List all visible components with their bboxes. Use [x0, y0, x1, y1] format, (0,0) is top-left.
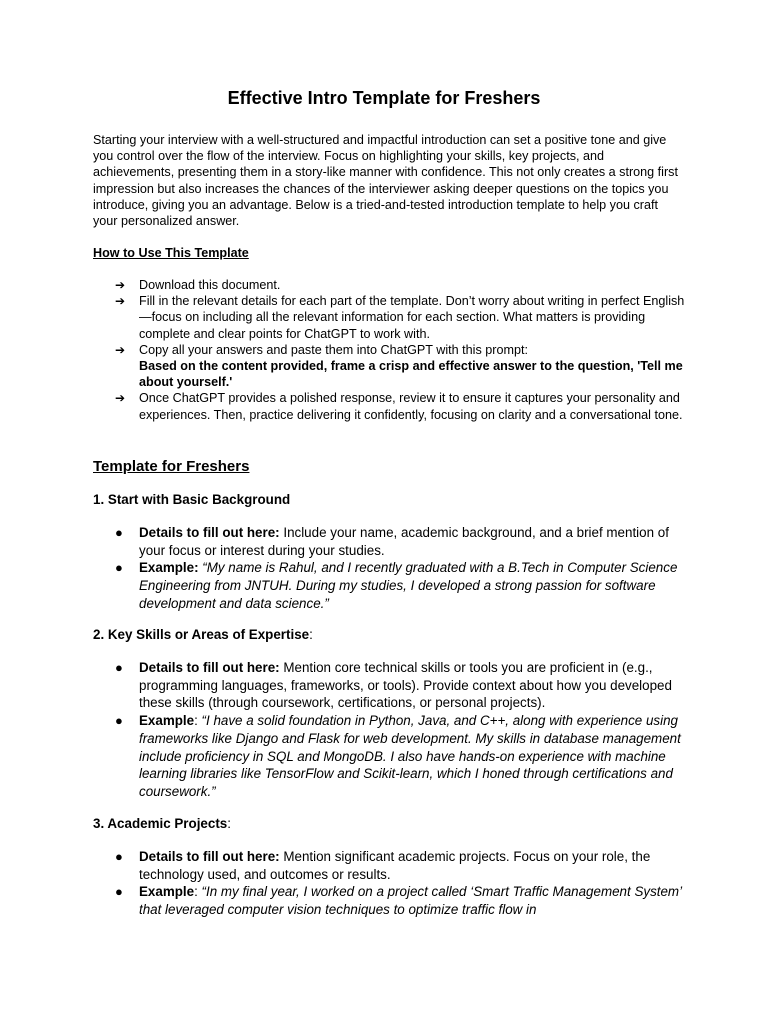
section-heading	[93, 491, 290, 509]
bullet-dot-icon: ●	[115, 525, 123, 540]
how-to-heading: How to Use This Template	[93, 246, 249, 260]
bullet-dot-icon: ●	[115, 849, 123, 864]
example-label: Example:	[139, 560, 199, 576]
how-to-item-text: Fill in the relevant details for each part of the template. Don’t worry about writing in perfect English—focus on including all the relevant information for each section. What matters is providing complete and clear points for ChatGPT to work with.	[139, 294, 685, 341]
how-to-item	[93, 277, 685, 293]
example-text: “I have a solid foundation in Python, Java, and C++, along with experience using frameworks like Django and Flask for web development. My skills in database management include proficiency in SQL and MongoDB. I also have hands-on experience with machine learning libraries like TensorFlow and Scikit-learn, which I honed through certifications and coursework.”	[139, 713, 681, 799]
section-heading-text: 3. Academic Projects	[93, 816, 228, 831]
chatgpt-prompt-text: Based on the content provided, frame a crisp and effective answer to the question, 'Tell me about yourself.'	[139, 359, 683, 390]
example-separator: :	[194, 713, 202, 729]
section-heading-suffix: :	[227, 816, 231, 831]
example-label: Example	[139, 884, 195, 900]
template-heading: Template for Freshers	[93, 458, 250, 475]
details-bullet	[93, 659, 685, 712]
bullet-dot-icon: ●	[115, 560, 123, 576]
how-to-item-text: Download this document.	[139, 278, 281, 292]
intro-paragraph: Starting your interview with a well-structured and impactful introduction can set a positive tone and give you control over the flow of the interview. Focus on highlighting your skills, key projects, and achievements, presenting them in a story-like manner with confidence. This not only creates a strong first impression but also increases the chances of the interviewer asking deeper questions on the topics you introduce, giving you an advantage. Below is a tried-and-tested introduction template to help you craft your personalized answer.	[93, 133, 678, 229]
arrow-right-icon: ➔	[115, 342, 126, 357]
how-to-item-text: Copy all your answers and paste them into ChatGPT with this prompt:	[139, 342, 528, 357]
section-bullet-list	[93, 659, 685, 801]
details-label: Details to fill out here:	[139, 525, 280, 540]
how-to-item	[93, 390, 685, 422]
arrow-right-icon: ➔	[115, 294, 126, 309]
section-heading-text: 2. Key Skills or Areas of Expertise	[93, 627, 310, 642]
example-text: “In my final year, I worked on a project called ‘Smart Traffic Management System’ that leveraged computer vision techniques to optimize traffic flow in	[139, 884, 682, 918]
section-bullet-list	[93, 848, 685, 919]
bullet-dot-icon: ●	[115, 660, 123, 675]
details-bullet	[93, 848, 685, 883]
details-label: Details to fill out here:	[139, 660, 280, 675]
how-to-item-text: Once ChatGPT provides a polished response, review it to ensure it captures your personality and experiences. Then, practice delivering it confidently, focusing on clarity and a conversational tone.	[139, 391, 683, 422]
details-text: Mention significant academic projects. Focus on your role, the technology used, and outcomes or results.	[139, 849, 651, 882]
document-title: Effective Intro Template for Freshers	[227, 88, 541, 108]
example-bullet	[93, 883, 685, 918]
example-label: Example	[139, 713, 195, 729]
arrow-right-icon: ➔	[115, 391, 126, 406]
how-to-item	[93, 293, 685, 342]
example-text: “My name is Rahul, and I recently graduated with a B.Tech in Computer Science Engineering from JNTUH. During my studies, I developed a strong passion for software development and data science.”	[139, 560, 678, 611]
section-heading	[93, 815, 231, 833]
how-to-list	[93, 277, 685, 423]
details-text: Mention core technical skills or tools you are proficient in (e.g., programming languages, frameworks, or tools). Provide context about how you developed these skills (through coursework, certifications, or personal projects).	[139, 660, 672, 711]
bullet-dot-icon: ●	[115, 713, 123, 729]
section-bullet-list	[93, 524, 685, 613]
details-bullet	[93, 524, 685, 559]
section-heading-suffix: :	[309, 627, 313, 642]
example-separator: :	[194, 884, 202, 900]
arrow-right-icon: ➔	[115, 278, 126, 292]
how-to-item	[93, 342, 685, 391]
section-heading	[93, 626, 313, 644]
bullet-dot-icon: ●	[115, 884, 123, 900]
section-heading-text: 1. Start with Basic Background	[93, 492, 291, 507]
example-bullet	[93, 712, 685, 801]
example-bullet	[93, 559, 685, 612]
details-text: Include your name, academic background, and a brief mention of your focus or interest during your studies.	[139, 525, 669, 558]
details-label: Details to fill out here:	[139, 849, 280, 864]
